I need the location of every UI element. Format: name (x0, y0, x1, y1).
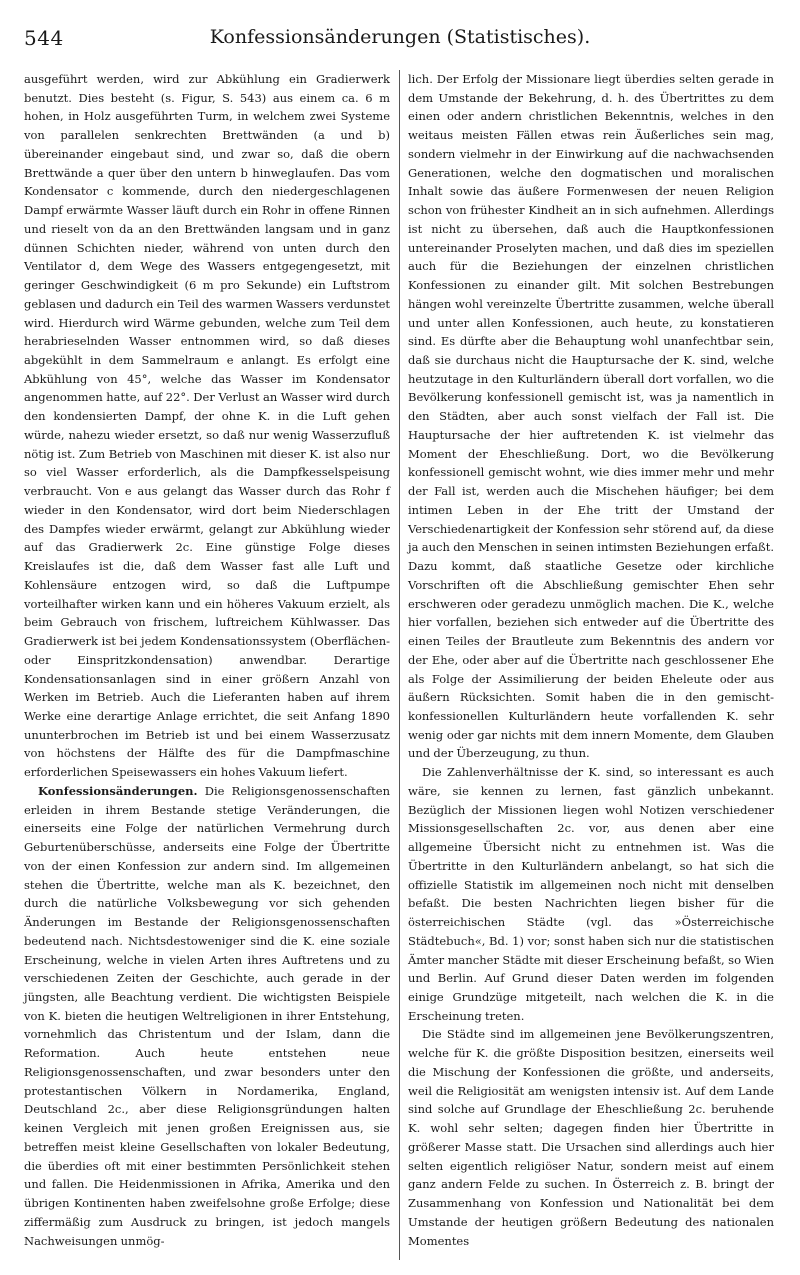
right-paragraph-2: Die Zahlenverhältnisse der K. sind, so interessant es auch wäre, sie kennen zu lernen, fast gänzlich unbekannt. Bezüglich der Missionen liegen wohl Notizen verschiedener Missionsgesellschaften 2c. vor, aus denen aber eine allgemeine Übersicht nicht zu entnehmen ist. Was die Übertritte in den Kulturländern anbelangt, so hat sich die offizielle Statistik im allgemeinen noch nicht mit denselben befaßt. Die besten Nachrichten liegen bisher für die österreichischen Städte (vgl. das »Österreichische Städtebuch«, Bd. 1) vor; sonst haben sich nur die statistischen Ämter mancher Städte mit dieser Erscheinung befaßt, so Wien und Berlin. Auf Grund dieser Daten werden im folgenden einige Grundzüge mitgeteilt, nach welchen die K. in die Erscheinung treten. (408, 765, 774, 1023)
entry-lemma: Konfessionsänderungen. (38, 783, 198, 798)
text-columns (24, 70, 776, 1260)
page (24, 20, 776, 1260)
page-header (24, 20, 776, 66)
right-column (408, 70, 774, 1250)
left-column (24, 70, 390, 1250)
page-number: 544 (24, 26, 64, 50)
left-paragraph-2 (24, 782, 390, 1250)
right-paragraph-1: lich. Der Erfolg der Missionare liegt überdies selten gerade in dem Umstande der Bekehrung, d. h. des Übertrittes zu dem einen oder andern christlichen Bekenntnis, welches in den weitaus meisten Fällen etwas rein Äußerliches sein mag, sondern vielmehr in der Einwirkung auf die nachwachsenden Generationen, welche den dogmatischen und moralischen Inhalt sowie das äußere Formenwesen der neuen Religion schon von frühester Kindheit an in sich aufnehmen. Allerdings ist nicht zu übersehen, daß auch die Hauptkonfessionen untereinander Proselyten machen, und daß dies im speziellen auch für die Beziehungen der einzelnen christlichen Konfessionen zu einander gilt. Mit solchen Bestrebungen hängen wohl vereinzelte Übertritte zusammen, welche überall und unter allen Konfessionen, auch heute, zu konstatieren sind. Es dürfte aber die Behauptung wohl unanfechtbar sein, daß sie durchaus nicht die Hauptursache der K. sind, welche heutzutage in den Kulturländern überall dort vorfallen, wo die Bevölkerung konfessionell gemischt ist, was ja namentlich in den Städten, aber auch sonst vielfach der Fall ist. Die Hauptursache der hier auftretenden K. ist vielmehr das Moment der Eheschließung. Dort, wo die Bevölkerung konfessionell gemischt wohnt, wie dies immer mehr und mehr der Fall ist, werden auch die Mischehen häufiger; bei dem intimen Leben in der Ehe tritt der Umstand der Verschiedenartigkeit der Konfession sehr störend auf, da diese ja auch den Menschen in seinen intimsten Beziehungen erfaßt. Dazu kommt, daß staatliche Gesetze oder kirchliche Vorschriften oft die Abschließung gemischter Ehen sehr erschweren oder geradezu unmöglich machen. Die K., welche hier vorfallen, beziehen sich entweder auf die Übertritte des einen Teiles der Brautleute zum Bekenntnis des andern vor der Ehe, oder aber auf die Übertritte nach geschlossener Ehe als Folge der Assimilierung der beiden Eheleute oder aus äußern Rücksichten. Somit haben die in den gemischt-konfessionellen Kulturländern heute vorfallenden K. sehr wenig oder gar nichts mit dem innern Momente, dem Glauben und der Überzeugung, zu thun. (408, 72, 774, 761)
column-divider (399, 70, 400, 1260)
running-title: Konfessionsänderungen (Statistisches). (209, 26, 591, 48)
left-paragraph-1: ausgeführt werden, wird zur Abkühlung ein Gradierwerk benutzt. Dies besteht (s. Figur, S. 543) aus einem ca. 6 m hohen, in Holz ausgeführten Turm, in welchem zwei Systeme von parallelen senkrechten Brettwänden (a und b) übereinander eingebaut sind, und zwar so, daß die obern Brettwände a quer über den untern b hinweglaufen. Das vom Kondensator c kommende, durch den niedergeschlagenen Dampf erwärmte Wasser läuft durch ein Rohr in offene Rinnen und rieselt von da an den Brettwänden langsam und in ganz dünnen Schichten nieder, während von unten durch den Ventilator d, dem Wege des Wassers entgegengesetzt, mit geringer Geschwindigkeit (6 m pro Sekunde) ein Luftstrom geblasen und dadurch ein Teil des warmen Wassers verdunstet wird. Hierdurch wird Wärme gebunden, welche zum Teil dem herabrieselnden Wasser entnommen wird, so daß dieses abgekühlt in dem Sammelraum e anlangt. Es erfolgt eine Abkühlung von 45°, welche das Wasser im Kondensator angenommen hatte, auf 22°. Der Verlust an Wasser wird durch den kondensierten Dampf, der ohne K. in die Luft gehen würde, nahezu wieder ersetzt, so daß nur wenig Wasserzufluß nötig ist. Zum Betrieb von Maschinen mit dieser K. ist also nur so viel Wasser erforderlich, als die Dampfkesselspeisung verbraucht. Von e aus gelangt das Wasser durch das Rohr f wieder in den Kondensator, wird dort beim Niederschlagen des Dampfes wieder erwärmt, gelangt zur Abkühlung wieder auf das Gradierwerk 2c. Eine günstige Folge dieses Kreislaufes ist die, daß dem Wasser fast alle Luft und Kohlensäure entzogen wird, so daß die Luftpumpe vorteilhafter wirken kann und ein höheres Vakuum erzielt, als beim Gebrauch von frischem, luftreichem Kühlwasser. Das Gradierwerk ist bei jedem Kondensationssystem (Oberflächen- oder Einspritzkondensation) anwendbar. Derartige Kondensationsanlagen sind in einer größern Anzahl von Werken im Betrieb. Auch die Lieferanten haben auf ihrem Werke eine derartige Anlage errichtet, die seit Anfang 1890 ununterbrochen im Betrieb ist und bei einem Wasserzusatz von höchstens der Hälfte des für die Dampfmaschine erforderlichen Speisewassers ein hohes Vakuum liefert. (24, 72, 390, 780)
left-paragraph-2-text: Die Religionsgenossenschaften erleiden in ihrem Bestande stetige Veränderungen, die einerseits eine Folge der natürlichen Vermehrung durch Geburtenüberschüsse, anderseits eine Folge der Übertritte von der einen Konfession zur andern sind. Im allgemeinen stehen die Übertritte, welche man als K. bezeichnet, den durch die natürliche Volksbewegung vor sich gehenden Änderungen im Bestande der Religionsgenossenschaften bedeutend nach. Nichtsdestoweniger sind die K. eine soziale Erscheinung, welche in vielen Arten ihres Auftretens und zu verschiedenen Zeiten der Geschichte, auch gerade in der jüngsten, alle Beachtung verdient. Die wichtigsten Beispiele von K. bieten die heutigen Weltreligionen in ihrer Entstehung, vornehmlich das Christentum und der Islam, dann die Reformation. Auch heute entstehen neue Religionsgenossenschaften, und zwar besonders unter den protestantischen Völkern in Nordamerika, England, Deutschland 2c., aber diese Religionsgründungen halten keinen Vergleich mit jenen großen Ereignissen aus, sie betreffen meist kleine Gesellschaften von lokaler Bedeutung, die überdies oft mit einer bestimmten Persönlichkeit stehen und fallen. Die Heidenmissionen in Afrika, Amerika und den übrigen Kontinenten haben zweifelsohne große Erfolge; diese ziffermäßig zum Ausdruck zu bringen, ist jedoch mangels Nachweisungen unmög- (24, 783, 390, 1248)
right-paragraph-3: Die Städte sind im allgemeinen jene Bevölkerungszentren, welche für K. die größte Disposition besitzen, einerseits weil die Mischung der Konfessionen die größte, und anderseits, weil die Religiosität am wenigsten intensiv ist. Auf dem Lande sind solche auf Grundlage der Eheschließung 2c. beruhende K. wohl sehr selten; dagegen finden hier Übertritte in größerer Masse statt. Die Ursachen sind allerdings auch hier selten eigentlich religiöser Natur, sondern meist auf einem ganz andern Felde zu suchen. In Österreich z. B. bringt der Zusammenhang von Konfession und Nationalität bei dem Umstande der heutigen größern Bedeutung des nationalen Momentes (408, 1027, 774, 1248)
